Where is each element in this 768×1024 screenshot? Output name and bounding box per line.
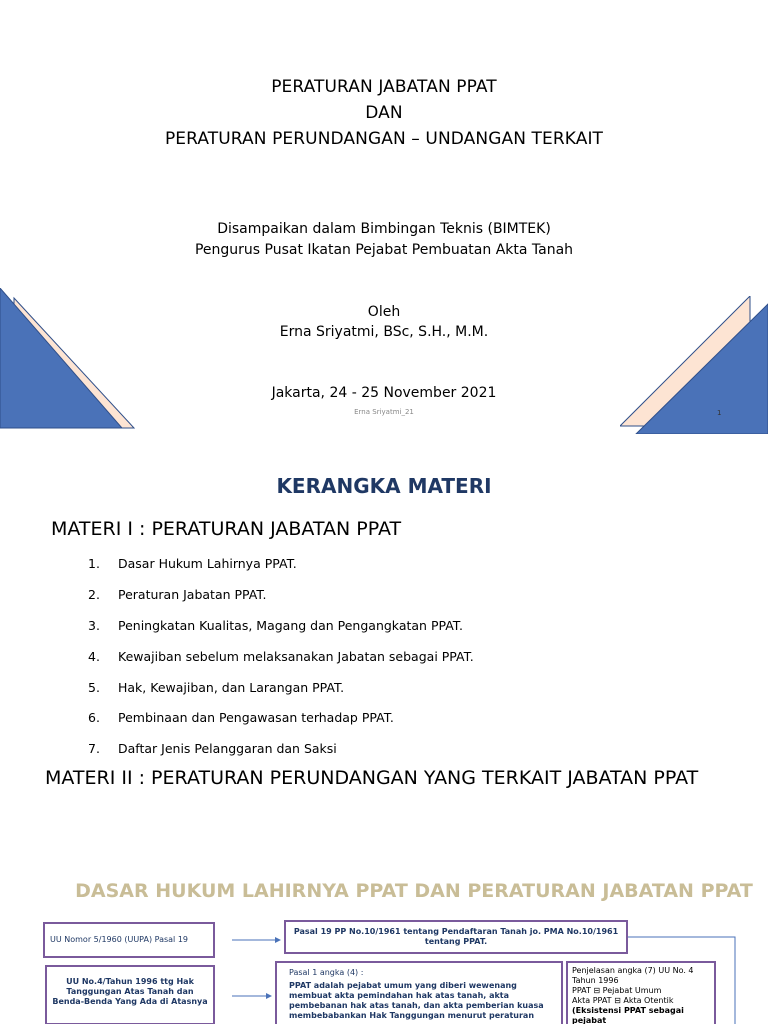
legal-basis-heading: DASAR HUKUM LAHIRNYA PPAT DAN PERATURAN JABATAN PPAT [75,880,753,902]
title-line: PERATURAN JABATAN PPAT [271,77,497,97]
item-text: Dasar Hukum Lahirnya PPAT. [118,556,297,571]
list-item [88,583,474,614]
slide-footer: Erna Sriyatmi_21 [354,408,414,416]
slide-outline [0,434,768,844]
item-text: Kewajiban sebelum melaksanakan Jabatan sebagai PPAT. [118,648,474,664]
author-block [0,302,768,342]
uu4-box: UU No.4/Tahun 1996 ttg Hak Tanggungan Atas Tanah dan Benda-Benda Yang Ada di Atasnya [45,965,215,1024]
by-label: Oleh [367,304,401,320]
list-item [88,737,474,768]
list-item [88,645,474,676]
outline-list [88,552,474,768]
list-item [88,676,474,707]
item-text: Peningkatan Kualitas, Magang dan Pengangkatan PPAT. [118,617,463,633]
item-number: 3. [88,617,100,633]
item-text: Peraturan Jabatan PPAT. [118,586,267,602]
item-text: Hak, Kewajiban, dan Larangan PPAT. [118,679,345,695]
section-1-title: MATERI I : PERATURAN JABATAN PPAT [51,518,402,540]
penjelasan-line: PPAT ⊟ Pejabat Umum [572,986,662,995]
connector-arrows [0,844,768,1024]
connector-pp10-down [628,937,735,1024]
penjelasan-line: (Eksistensi PPAT sebagai pejabat [572,1006,684,1024]
list-item [88,552,474,583]
section-2-title: MATERI II : PERATURAN PERUNDANGAN YANG TERKAIT JABATAN PPAT [45,767,699,789]
list-item [88,706,474,737]
title-line: PERATURAN PERUNDANGAN – UNDANGAN TERKAIT [164,129,604,149]
pp10-box: Pasal 19 PP No.10/1961 tentang Pendaftaran Tanah jo. PMA No.10/1961 tentang PPAT. [284,920,628,954]
item-number: 4. [88,648,100,664]
item-number: 2. [88,586,100,602]
item-number: 5. [88,679,100,695]
presentation-title [0,74,768,152]
subtitle-line: Pengurus Pusat Ikatan Pejabat Pembuatan Akta Tanah [194,242,574,258]
slide-title [0,0,768,434]
title-line: DAN [365,103,403,123]
page-number: 1 [717,409,722,417]
outline-heading: KERANGKA MATERI [276,474,492,498]
slide-legal-basis [0,844,768,1024]
penjelasan-line: Akta PPAT ⊟ Akta Otentik [572,996,674,1005]
item-number: 6. [88,710,100,726]
presentation-subtitle [0,219,768,261]
item-number: 1. [88,556,100,571]
place-date: Jakarta, 24 - 25 November 2021 [271,385,497,401]
pasal1-title: Pasal 1 angka (4) : [289,968,364,977]
pasal1-body: PPAT adalah pejabat umum yang diberi wewenang membuat akta pemindahan hak atas tanah, akta pembebanan hak atas tanah, dan akta pemberian kuasa membebabankan Hak Tanggungan menurut peraturan [289,981,544,1020]
item-number: 7. [88,741,100,757]
uupa-box: UU Nomor 5/1960 (UUPA) Pasal 19 [43,922,215,958]
penjelasan-line: Penjelasan angka (7) UU No. 4 Tahun 1996 [572,966,694,985]
item-text: Daftar Jenis Pelanggaran dan Saksi [118,741,337,757]
item-text: Pembinaan dan Pengawasan terhadap PPAT. [118,710,394,726]
author-name: Erna Sriyatmi, BSc, S.H., M.M. [279,324,489,340]
subtitle-line: Disampaikan dalam Bimbingan Teknis (BIMTEK) [217,221,551,237]
list-item [88,614,474,645]
